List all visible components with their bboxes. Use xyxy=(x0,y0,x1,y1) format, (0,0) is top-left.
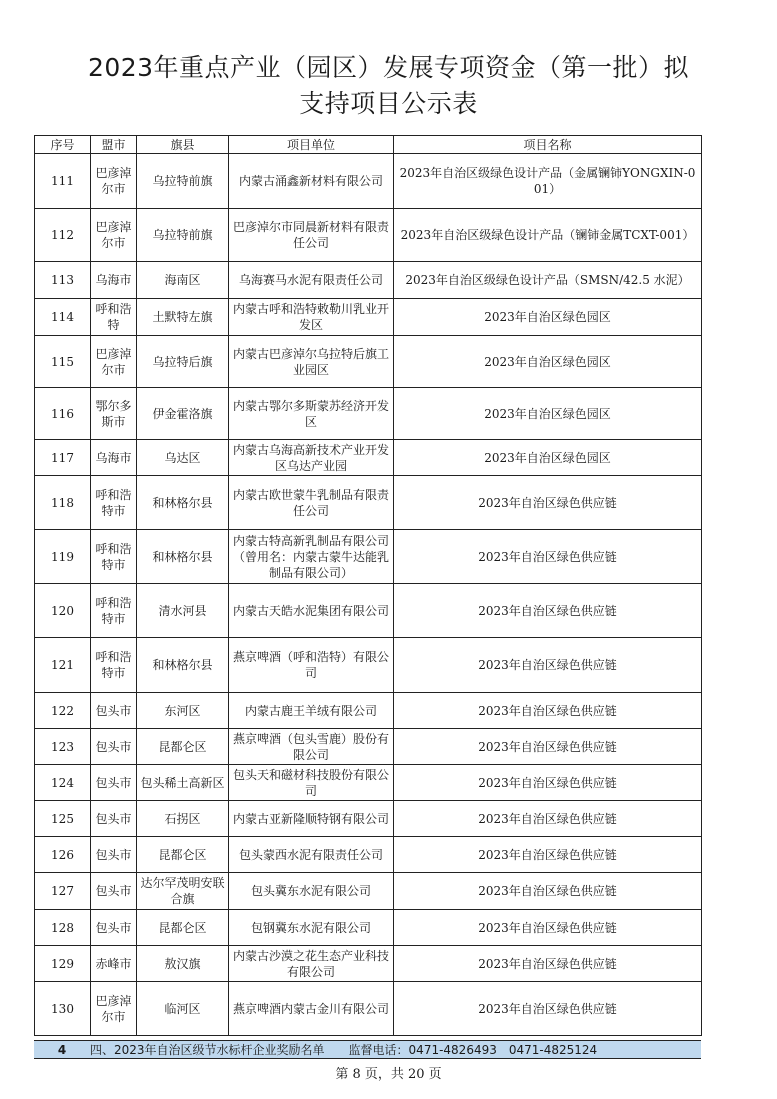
cell-project: 2023年自治区绿色供应链 xyxy=(394,873,702,910)
cell-project: 2023年自治区绿色供应链 xyxy=(394,910,702,946)
cell-league: 包头市 xyxy=(91,729,137,765)
table-row xyxy=(35,729,702,765)
section-footer-bar xyxy=(34,1040,701,1059)
cell-league: 包头市 xyxy=(91,765,137,801)
cell-league: 呼和浩特 xyxy=(91,299,137,336)
cell-league: 包头市 xyxy=(91,873,137,910)
cell-no: 119 xyxy=(35,530,91,584)
cell-county: 临河区 xyxy=(137,982,229,1036)
cell-project: 2023年自治区绿色园区 xyxy=(394,299,702,336)
column-header-league: 盟市 xyxy=(91,136,137,154)
cell-county: 和林格尔县 xyxy=(137,530,229,584)
cell-league: 巴彦淖尔市 xyxy=(91,154,137,209)
cell-league: 乌海市 xyxy=(91,440,137,476)
cell-project: 2023年自治区绿色供应链 xyxy=(394,837,702,873)
cell-unit: 内蒙古呼和浩特敕勒川乳业开发区 xyxy=(229,299,394,336)
cell-county: 昆都仑区 xyxy=(137,837,229,873)
cell-county: 和林格尔县 xyxy=(137,476,229,530)
cell-league: 鄂尔多斯市 xyxy=(91,388,137,440)
cell-unit: 内蒙古巴彦淖尔乌拉特后旗工业园区 xyxy=(229,336,394,388)
cell-unit: 内蒙古鹿王羊绒有限公司 xyxy=(229,693,394,729)
cell-county: 石拐区 xyxy=(137,801,229,837)
page-title-line-1: 2023年重点产业（园区）发展专项资金（第一批）拟 xyxy=(87,53,690,82)
cell-league: 包头市 xyxy=(91,837,137,873)
column-header-unit: 项目单位 xyxy=(229,136,394,154)
cell-unit: 内蒙古亚新隆顺特钢有限公司 xyxy=(229,801,394,837)
cell-no: 115 xyxy=(35,336,91,388)
cell-unit: 巴彦淖尔市同晨新材料有限责任公司 xyxy=(229,209,394,262)
cell-league: 乌海市 xyxy=(91,262,137,299)
cell-no: 113 xyxy=(35,262,91,299)
project-table xyxy=(34,135,702,1036)
table-row xyxy=(35,336,702,388)
cell-league: 呼和浩特市 xyxy=(91,476,137,530)
cell-no: 130 xyxy=(35,982,91,1036)
cell-league: 呼和浩特市 xyxy=(91,530,137,584)
cell-county: 达尔罕茂明安联合旗 xyxy=(137,873,229,910)
table-row xyxy=(35,299,702,336)
cell-no: 125 xyxy=(35,801,91,837)
page-number: 第 8 页，共 20 页 xyxy=(335,1067,442,1082)
table-row xyxy=(35,440,702,476)
cell-league: 巴彦淖尔市 xyxy=(91,982,137,1036)
table-row xyxy=(35,982,702,1036)
cell-county: 乌达区 xyxy=(137,440,229,476)
table-row xyxy=(35,910,702,946)
table-row xyxy=(35,765,702,801)
cell-league: 包头市 xyxy=(91,801,137,837)
table-row xyxy=(35,638,702,693)
cell-project: 2023年自治区绿色供应链 xyxy=(394,693,702,729)
cell-project: 2023年自治区绿色园区 xyxy=(394,388,702,440)
cell-county: 乌拉特前旗 xyxy=(137,209,229,262)
cell-county: 海南区 xyxy=(137,262,229,299)
cell-county: 乌拉特后旗 xyxy=(137,336,229,388)
cell-project: 2023年自治区级绿色设计产品（金属镧铈YONGXIN-001） xyxy=(394,154,702,209)
cell-unit: 燕京啤酒内蒙古金川有限公司 xyxy=(229,982,394,1036)
cell-no: 129 xyxy=(35,946,91,982)
cell-unit: 内蒙古涌鑫新材料有限公司 xyxy=(229,154,394,209)
cell-no: 112 xyxy=(35,209,91,262)
table-body xyxy=(35,154,702,1036)
cell-league: 呼和浩特市 xyxy=(91,638,137,693)
column-header-project: 项目名称 xyxy=(394,136,702,154)
cell-project: 2023年自治区绿色供应链 xyxy=(394,530,702,584)
supervision-hotline: 监督电话：0471-4826493 0471-4825124 xyxy=(348,1043,598,1057)
cell-county: 和林格尔县 xyxy=(137,638,229,693)
cell-no: 118 xyxy=(35,476,91,530)
table-row xyxy=(35,154,702,209)
cell-no: 128 xyxy=(35,910,91,946)
cell-league: 巴彦淖尔市 xyxy=(91,336,137,388)
cell-unit: 包头天和磁材科技股份有限公司 xyxy=(229,765,394,801)
cell-project: 2023年自治区绿色园区 xyxy=(394,336,702,388)
cell-unit: 包钢冀东水泥有限公司 xyxy=(229,910,394,946)
cell-county: 乌拉特前旗 xyxy=(137,154,229,209)
cell-no: 127 xyxy=(35,873,91,910)
cell-no: 126 xyxy=(35,837,91,873)
column-header-no: 序号 xyxy=(35,136,91,154)
cell-county: 东河区 xyxy=(137,693,229,729)
cell-no: 121 xyxy=(35,638,91,693)
cell-unit: 燕京啤酒（包头雪鹿）股份有限公司 xyxy=(229,729,394,765)
page-title-line-2: 支持项目公示表 xyxy=(299,89,478,118)
table-row xyxy=(35,837,702,873)
table-header-row xyxy=(35,136,702,154)
cell-no: 111 xyxy=(35,154,91,209)
cell-unit: 内蒙古乌海高新技术产业开发区乌达产业园 xyxy=(229,440,394,476)
cell-project: 2023年自治区绿色园区 xyxy=(394,440,702,476)
cell-no: 114 xyxy=(35,299,91,336)
cell-unit: 内蒙古沙漠之花生态产业科技有限公司 xyxy=(229,946,394,982)
cell-no: 120 xyxy=(35,584,91,638)
table-row xyxy=(35,584,702,638)
cell-project: 2023年自治区绿色供应链 xyxy=(394,729,702,765)
cell-county: 土默特左旗 xyxy=(137,299,229,336)
cell-project: 2023年自治区绿色供应链 xyxy=(394,946,702,982)
cell-unit: 内蒙古鄂尔多斯蒙苏经济开发区 xyxy=(229,388,394,440)
cell-no: 117 xyxy=(35,440,91,476)
cell-league: 呼和浩特市 xyxy=(91,584,137,638)
cell-no: 122 xyxy=(35,693,91,729)
table-row xyxy=(35,693,702,729)
column-header-county: 旗县 xyxy=(137,136,229,154)
cell-league: 包头市 xyxy=(91,693,137,729)
page-title xyxy=(0,50,777,122)
cell-unit: 燕京啤酒（呼和浩特）有限公司 xyxy=(229,638,394,693)
cell-project: 2023年自治区绿色供应链 xyxy=(394,801,702,837)
cell-no: 124 xyxy=(35,765,91,801)
cell-project: 2023年自治区绿色供应链 xyxy=(394,476,702,530)
section-heading: 四、2023年自治区级节水标杆企业奖励名单 xyxy=(90,1043,325,1057)
cell-unit: 包头冀东水泥有限公司 xyxy=(229,873,394,910)
cell-project: 2023年自治区绿色供应链 xyxy=(394,638,702,693)
cell-league: 巴彦淖尔市 xyxy=(91,209,137,262)
section-number: 4 xyxy=(57,1042,67,1057)
table-row xyxy=(35,801,702,837)
cell-unit: 包头蒙西水泥有限责任公司 xyxy=(229,837,394,873)
cell-league: 赤峰市 xyxy=(91,946,137,982)
cell-project: 2023年自治区绿色供应链 xyxy=(394,982,702,1036)
table-row xyxy=(35,209,702,262)
cell-no: 123 xyxy=(35,729,91,765)
table-row xyxy=(35,873,702,910)
cell-county: 敖汉旗 xyxy=(137,946,229,982)
cell-project: 2023年自治区级绿色设计产品（SMSN/42.5 水泥） xyxy=(394,262,702,299)
table-row xyxy=(35,530,702,584)
cell-county: 包头稀土高新区 xyxy=(137,765,229,801)
cell-unit: 内蒙古欧世蒙牛乳制品有限责任公司 xyxy=(229,476,394,530)
cell-league: 包头市 xyxy=(91,910,137,946)
table-row xyxy=(35,262,702,299)
cell-project: 2023年自治区绿色供应链 xyxy=(394,765,702,801)
table-row xyxy=(35,946,702,982)
cell-county: 清水河县 xyxy=(137,584,229,638)
cell-no: 116 xyxy=(35,388,91,440)
table-row xyxy=(35,476,702,530)
cell-unit: 内蒙古天皓水泥集团有限公司 xyxy=(229,584,394,638)
cell-project: 2023年自治区绿色供应链 xyxy=(394,584,702,638)
cell-county: 昆都仑区 xyxy=(137,729,229,765)
cell-project: 2023年自治区级绿色设计产品（镧铈金属TCXT-001） xyxy=(394,209,702,262)
cell-county: 伊金霍洛旗 xyxy=(137,388,229,440)
cell-county: 昆都仑区 xyxy=(137,910,229,946)
table-row xyxy=(35,388,702,440)
cell-unit: 乌海赛马水泥有限责任公司 xyxy=(229,262,394,299)
cell-unit: 内蒙古特高新乳制品有限公司（曾用名：内蒙古蒙牛达能乳制品有限公司） xyxy=(229,530,394,584)
